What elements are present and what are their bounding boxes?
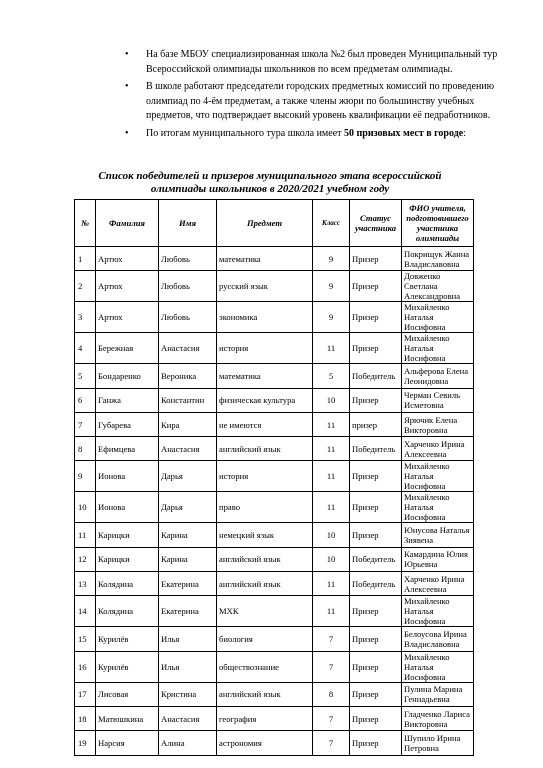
cell-teacher: Михайленко Наталья Иосифовна — [402, 596, 474, 627]
cell-surname: Нарсия — [96, 731, 159, 755]
cell-number: 14 — [75, 596, 96, 627]
cell-name: Илья — [159, 651, 217, 682]
cell-status: Призер — [350, 333, 402, 364]
bullet-item — [125, 127, 501, 142]
table-row — [75, 388, 474, 412]
cell-number: 17 — [75, 682, 96, 706]
cell-surname: Курилёв — [96, 651, 159, 682]
cell-surname: Карицки — [96, 547, 159, 571]
cell-name: Анастасия — [159, 333, 217, 364]
cell-teacher: Белоусова Ирина Владиславовна — [402, 627, 474, 651]
cell-surname: Матюшкина — [96, 706, 159, 730]
cell-name: Анастасия — [159, 437, 217, 461]
cell-name: Кристина — [159, 682, 217, 706]
cell-surname: Ганжа — [96, 388, 159, 412]
cell-name: Екатерина — [159, 596, 217, 627]
cell-teacher: Харченко Ирина Алексеевна — [402, 437, 474, 461]
cell-teacher: Покрищук Жанна Владиславовна — [402, 247, 474, 271]
cell-teacher: Гладченко Лариса Викторовна — [402, 706, 474, 730]
cell-number: 16 — [75, 651, 96, 682]
cell-teacher: Пулина Марина Геннадьевна — [402, 682, 474, 706]
cell-grade: 10 — [313, 523, 350, 547]
cell-grade: 9 — [313, 302, 350, 333]
cell-teacher: Михайленко Наталья Иосифовна — [402, 302, 474, 333]
cell-status: Призер — [350, 388, 402, 412]
cell-subject: английский язык — [217, 572, 313, 596]
cell-teacher: Михайленко Наталья Иосифовна — [402, 651, 474, 682]
cell-status: Призер — [350, 731, 402, 755]
cell-grade: 10 — [313, 388, 350, 412]
cell-subject: география — [217, 706, 313, 730]
winners-table — [74, 199, 474, 756]
cell-teacher: Юнусова Наталья Зиявена — [402, 523, 474, 547]
cell-subject: физическая культура — [217, 388, 313, 412]
cell-subject: биология — [217, 627, 313, 651]
cell-subject: математика — [217, 364, 313, 388]
cell-name: Константин — [159, 388, 217, 412]
cell-grade: 9 — [313, 247, 350, 271]
cell-number: 5 — [75, 364, 96, 388]
cell-status: Призер — [350, 492, 402, 523]
bullet-item — [125, 48, 501, 77]
table-row — [75, 333, 474, 364]
bullet-dot-icon: • — [125, 49, 129, 60]
table-row — [75, 572, 474, 596]
cell-grade: 11 — [313, 492, 350, 523]
cell-teacher: Камардина Юлия Юрьевна — [402, 547, 474, 571]
cell-surname: Колядина — [96, 572, 159, 596]
cell-surname: Артюх — [96, 271, 159, 302]
cell-teacher: Довженко Светлана Александровна — [402, 271, 474, 302]
cell-grade: 11 — [313, 412, 350, 436]
table-row — [75, 302, 474, 333]
cell-name: Карина — [159, 523, 217, 547]
cell-surname: Губарева — [96, 412, 159, 436]
cell-status: Победитель — [350, 547, 402, 571]
cell-teacher: Черман Севиль Исметовна — [402, 388, 474, 412]
cell-number: 10 — [75, 492, 96, 523]
cell-status: Призер — [350, 596, 402, 627]
cell-status: Призер — [350, 523, 402, 547]
cell-status: Призер — [350, 461, 402, 492]
header-grade: Класс — [313, 200, 350, 247]
cell-status: Призер — [350, 682, 402, 706]
cell-grade: 7 — [313, 706, 350, 730]
bullet-dot-icon: • — [125, 127, 129, 139]
cell-number: 19 — [75, 731, 96, 755]
cell-grade: 11 — [313, 596, 350, 627]
cell-status: Призер — [350, 247, 402, 271]
cell-teacher: Шупило Ирина Петровна — [402, 731, 474, 755]
cell-status: Призер — [350, 651, 402, 682]
cell-status: Призер — [350, 627, 402, 651]
table-row — [75, 596, 474, 627]
cell-teacher: Михайленко Наталья Иосифовна — [402, 461, 474, 492]
header-status: Статус участника — [350, 200, 402, 247]
cell-name: Любовь — [159, 247, 217, 271]
cell-surname: Бондаренко — [96, 364, 159, 388]
table-row — [75, 706, 474, 730]
cell-number: 9 — [75, 461, 96, 492]
cell-status: Победитель — [350, 437, 402, 461]
cell-subject: немецкий язык — [217, 523, 313, 547]
cell-surname: Курилёв — [96, 627, 159, 651]
cell-teacher: Харченко Ирина Алексеевна — [402, 572, 474, 596]
table-row — [75, 412, 474, 436]
table-header-row — [75, 200, 474, 247]
cell-subject: английский язык — [217, 437, 313, 461]
cell-grade: 11 — [313, 437, 350, 461]
cell-grade: 7 — [313, 651, 350, 682]
bullet-text: На базе МБОУ специализированная школа №2 был проведен Муниципальный тур Всероссийской олимпиады школьников по всем предметам олимпиады. — [146, 49, 498, 75]
cell-subject: обществознание — [217, 651, 313, 682]
cell-grade: 7 — [313, 627, 350, 651]
cell-number: 15 — [75, 627, 96, 651]
cell-surname: Ефимцева — [96, 437, 159, 461]
cell-name: Алина — [159, 731, 217, 755]
cell-number: 4 — [75, 333, 96, 364]
cell-grade: 9 — [313, 271, 350, 302]
cell-teacher: Михайленко Наталья Иосифовна — [402, 492, 474, 523]
table-row — [75, 731, 474, 755]
cell-grade: 5 — [313, 364, 350, 388]
cell-number: 2 — [75, 271, 96, 302]
cell-subject: история — [217, 461, 313, 492]
cell-surname: Карицки — [96, 523, 159, 547]
cell-name: Дарья — [159, 461, 217, 492]
table-row — [75, 247, 474, 271]
cell-subject: астрономия — [217, 731, 313, 755]
cell-name: Илья — [159, 627, 217, 651]
table-title: Список победителей и призеров муниципального этапа всероссийской олимпиады школьников в 2020/2021 учебном году — [98, 170, 442, 195]
cell-number: 12 — [75, 547, 96, 571]
bullet-item — [125, 80, 501, 124]
cell-surname: Ионова — [96, 461, 159, 492]
table-row — [75, 437, 474, 461]
cell-subject: английский язык — [217, 682, 313, 706]
table-row — [75, 523, 474, 547]
cell-number: 3 — [75, 302, 96, 333]
cell-number: 13 — [75, 572, 96, 596]
cell-subject: экономика — [217, 302, 313, 333]
cell-grade: 11 — [313, 461, 350, 492]
table-row — [75, 461, 474, 492]
bullet-tail: : — [463, 127, 466, 139]
cell-subject: право — [217, 492, 313, 523]
cell-subject: не имеются — [217, 412, 313, 436]
cell-grade: 11 — [313, 572, 350, 596]
cell-surname: Артюх — [96, 247, 159, 271]
table-row — [75, 547, 474, 571]
cell-name: Анастасия — [159, 706, 217, 730]
table-row — [75, 271, 474, 302]
cell-subject: математика — [217, 247, 313, 271]
cell-grade: 8 — [313, 682, 350, 706]
cell-surname: Артюх — [96, 302, 159, 333]
cell-teacher: Ярючик Елена Викторовна — [402, 412, 474, 436]
table-row — [75, 364, 474, 388]
table-row — [75, 627, 474, 651]
header-surname: Фамилия — [96, 200, 159, 247]
cell-number: 7 — [75, 412, 96, 436]
cell-grade: 7 — [313, 731, 350, 755]
table-row — [75, 682, 474, 706]
header-number: № — [75, 200, 96, 247]
cell-teacher: Михайленко Наталья Иосифовна — [402, 333, 474, 364]
header-name: Имя — [159, 200, 217, 247]
bullet-list — [0, 48, 543, 141]
table-body — [75, 247, 474, 756]
cell-teacher: Альферова Елена Леонидовна — [402, 364, 474, 388]
cell-name: Екатерина — [159, 572, 217, 596]
cell-status: Призер — [350, 271, 402, 302]
cell-surname: Бережная — [96, 333, 159, 364]
cell-subject: русский язык — [217, 271, 313, 302]
cell-number: 11 — [75, 523, 96, 547]
cell-status: Победитель — [350, 572, 402, 596]
cell-status: призер — [350, 412, 402, 436]
header-teacher: ФИО учителя, подготовившего участника олимпиады — [402, 200, 474, 247]
cell-subject: английский язык — [217, 547, 313, 571]
table-row — [75, 492, 474, 523]
cell-number: 1 — [75, 247, 96, 271]
cell-subject: история — [217, 333, 313, 364]
cell-name: Карина — [159, 547, 217, 571]
cell-status: Призер — [350, 706, 402, 730]
cell-number: 18 — [75, 706, 96, 730]
bullet-dot-icon: • — [125, 81, 129, 92]
header-subject: Предмет — [217, 200, 313, 247]
cell-surname: Ионова — [96, 492, 159, 523]
bullet-bold-text: 50 призовых мест в городе — [344, 127, 464, 139]
cell-surname: Лисовая — [96, 682, 159, 706]
cell-grade: 10 — [313, 547, 350, 571]
table-row — [75, 651, 474, 682]
cell-name: Кира — [159, 412, 217, 436]
cell-subject: МХК — [217, 596, 313, 627]
cell-name: Дарья — [159, 492, 217, 523]
cell-number: 8 — [75, 437, 96, 461]
cell-status: Призер — [350, 302, 402, 333]
bullet-text: По итогам муниципального тура школа имеет — [146, 127, 344, 139]
cell-number: 6 — [75, 388, 96, 412]
cell-status: Победитель — [350, 364, 402, 388]
cell-surname: Колядина — [96, 596, 159, 627]
cell-name: Вероника — [159, 364, 217, 388]
cell-name: Любовь — [159, 271, 217, 302]
bullet-text: В школе работают председатели городских предметных комиссий по проведению олимпиад по 4-ём предметам, а также члены жюри по большинству учебных предметов, что подтверждает высокий уровень квалификации её педработников. — [146, 81, 495, 121]
cell-grade: 11 — [313, 333, 350, 364]
cell-name: Любовь — [159, 302, 217, 333]
